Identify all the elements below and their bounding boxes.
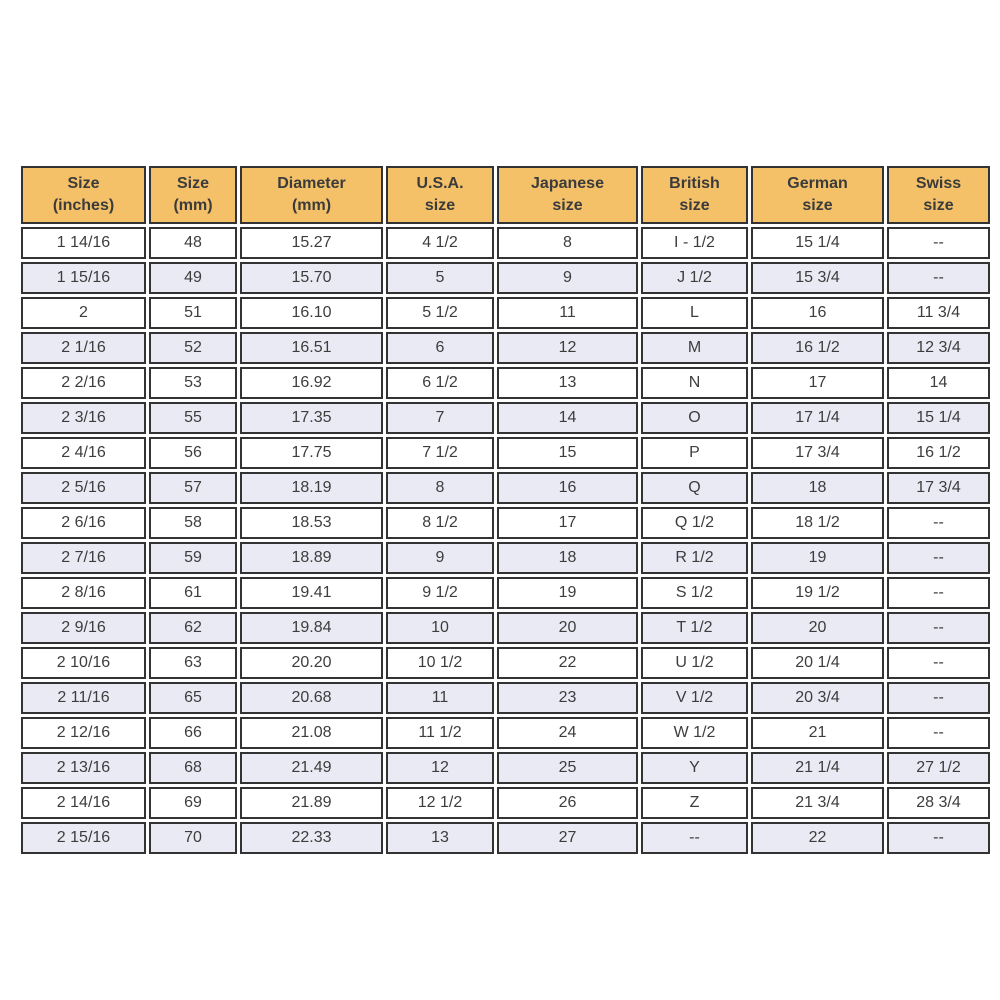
table-cell: 9 xyxy=(386,542,494,574)
table-cell: 26 xyxy=(497,787,638,819)
table-cell: 21.08 xyxy=(240,717,383,749)
table-cell: 16 xyxy=(751,297,884,329)
table-cell: 13 xyxy=(386,822,494,854)
table-cell: 16 xyxy=(497,472,638,504)
table-row xyxy=(21,787,990,819)
table-cell: 16.10 xyxy=(240,297,383,329)
table-cell: 11 xyxy=(386,682,494,714)
table-cell: 11 3/4 xyxy=(887,297,990,329)
table-cell: 21 3/4 xyxy=(751,787,884,819)
table-cell: 2 1/16 xyxy=(21,332,146,364)
table-cell: 9 xyxy=(497,262,638,294)
table-cell: 7 1/2 xyxy=(386,437,494,469)
table-cell: 2 11/16 xyxy=(21,682,146,714)
table-cell: P xyxy=(641,437,748,469)
table-cell: 17 1/4 xyxy=(751,402,884,434)
table-cell: 17 3/4 xyxy=(751,437,884,469)
table-cell: 2 2/16 xyxy=(21,367,146,399)
table-cell: 19 xyxy=(497,577,638,609)
table-cell: 68 xyxy=(149,752,237,784)
table-cell: Q 1/2 xyxy=(641,507,748,539)
table-cell: 2 10/16 xyxy=(21,647,146,679)
table-row xyxy=(21,682,990,714)
table-cell: V 1/2 xyxy=(641,682,748,714)
table-cell: -- xyxy=(887,822,990,854)
table-cell: 69 xyxy=(149,787,237,819)
table-cell: 21.89 xyxy=(240,787,383,819)
header-row xyxy=(21,166,990,224)
table-cell: -- xyxy=(887,227,990,259)
table-cell: 4 1/2 xyxy=(386,227,494,259)
table-cell: 2 5/16 xyxy=(21,472,146,504)
table-cell: 2 12/16 xyxy=(21,717,146,749)
table-cell: 10 1/2 xyxy=(386,647,494,679)
table-cell: Q xyxy=(641,472,748,504)
table-cell: 20.68 xyxy=(240,682,383,714)
table-cell: 27 1/2 xyxy=(887,752,990,784)
table-cell: 21 1/4 xyxy=(751,752,884,784)
table-cell: U 1/2 xyxy=(641,647,748,679)
table-row xyxy=(21,332,990,364)
table-cell: -- xyxy=(887,612,990,644)
table-cell: 23 xyxy=(497,682,638,714)
column-header-line: size xyxy=(424,197,456,214)
table-cell: 16 1/2 xyxy=(887,437,990,469)
table-cell: 2 6/16 xyxy=(21,507,146,539)
table-cell: J 1/2 xyxy=(641,262,748,294)
table-cell: 17 xyxy=(497,507,638,539)
table-cell: 11 xyxy=(497,297,638,329)
column-header-line: Size xyxy=(67,175,100,193)
table-cell: 2 xyxy=(21,297,146,329)
table-cell: 2 9/16 xyxy=(21,612,146,644)
column-header-3 xyxy=(386,166,494,224)
table-cell: 2 3/16 xyxy=(21,402,146,434)
table-cell: 15.27 xyxy=(240,227,383,259)
table-cell: T 1/2 xyxy=(641,612,748,644)
table-cell: 25 xyxy=(497,752,638,784)
column-header-line: size xyxy=(679,197,710,214)
column-header-line: Japanese xyxy=(531,175,604,193)
table-cell: 9 1/2 xyxy=(386,577,494,609)
table-cell: 14 xyxy=(497,402,638,434)
table-cell: 51 xyxy=(149,297,237,329)
table-cell: 16 1/2 xyxy=(751,332,884,364)
column-header-1 xyxy=(149,166,237,224)
column-header-2 xyxy=(240,166,383,224)
table-cell: 22 xyxy=(497,647,638,679)
table-cell: 62 xyxy=(149,612,237,644)
table-row xyxy=(21,262,990,294)
column-header-line: Size xyxy=(176,175,209,193)
table-cell: -- xyxy=(887,577,990,609)
column-header-line: Diameter xyxy=(277,175,346,193)
table-cell: 1 15/16 xyxy=(21,262,146,294)
table-cell: 15 1/4 xyxy=(751,227,884,259)
table-cell: -- xyxy=(641,822,748,854)
table-cell: 2 14/16 xyxy=(21,787,146,819)
table-row xyxy=(21,507,990,539)
table-cell: 10 xyxy=(386,612,494,644)
table-cell: 56 xyxy=(149,437,237,469)
table-cell: 14 xyxy=(887,367,990,399)
column-header-line: size xyxy=(552,197,583,214)
table-cell: 17 xyxy=(751,367,884,399)
table-cell: -- xyxy=(887,717,990,749)
table-cell: Z xyxy=(641,787,748,819)
table-cell: 58 xyxy=(149,507,237,539)
table-cell: 2 4/16 xyxy=(21,437,146,469)
table-cell: 12 3/4 xyxy=(887,332,990,364)
table-cell: 20 1/4 xyxy=(751,647,884,679)
table-cell: 2 13/16 xyxy=(21,752,146,784)
table-cell: -- xyxy=(887,647,990,679)
table-cell: 19.41 xyxy=(240,577,383,609)
column-header-0 xyxy=(21,166,146,224)
table-cell: 17.35 xyxy=(240,402,383,434)
table-cell: 28 3/4 xyxy=(887,787,990,819)
table-row xyxy=(21,437,990,469)
table-cell: -- xyxy=(887,542,990,574)
table-cell: 49 xyxy=(149,262,237,294)
table-cell: 2 7/16 xyxy=(21,542,146,574)
table-cell: 59 xyxy=(149,542,237,574)
table-cell: 57 xyxy=(149,472,237,504)
column-header-line: British xyxy=(669,175,720,193)
table-cell: I - 1/2 xyxy=(641,227,748,259)
column-header-line: (inches) xyxy=(52,197,115,214)
table-cell: 70 xyxy=(149,822,237,854)
table-cell: 12 xyxy=(386,752,494,784)
table-cell: Y xyxy=(641,752,748,784)
table-cell: 18.89 xyxy=(240,542,383,574)
table-cell: 20 3/4 xyxy=(751,682,884,714)
ring-size-table xyxy=(18,163,993,857)
table-cell: L xyxy=(641,297,748,329)
table-cell: 13 xyxy=(497,367,638,399)
table-cell: 6 xyxy=(386,332,494,364)
table-cell: 53 xyxy=(149,367,237,399)
table-row xyxy=(21,647,990,679)
table-cell: 18.53 xyxy=(240,507,383,539)
table-row xyxy=(21,612,990,644)
table-cell: 15.70 xyxy=(240,262,383,294)
table-cell: 8 xyxy=(386,472,494,504)
table-cell: 16.92 xyxy=(240,367,383,399)
table-cell: 15 xyxy=(497,437,638,469)
table-cell: 5 1/2 xyxy=(386,297,494,329)
table-cell: -- xyxy=(887,507,990,539)
table-cell: 2 15/16 xyxy=(21,822,146,854)
table-cell: 55 xyxy=(149,402,237,434)
table-cell: 8 xyxy=(497,227,638,259)
table-cell: 20 xyxy=(751,612,884,644)
table-cell: 12 1/2 xyxy=(386,787,494,819)
column-header-line: size xyxy=(923,197,954,214)
table-cell: 8 1/2 xyxy=(386,507,494,539)
table-cell: 11 1/2 xyxy=(386,717,494,749)
table-row xyxy=(21,472,990,504)
table-cell: 12 xyxy=(497,332,638,364)
table-row xyxy=(21,542,990,574)
table-cell: 5 xyxy=(386,262,494,294)
table-cell: 17 3/4 xyxy=(887,472,990,504)
table-row xyxy=(21,717,990,749)
table-row xyxy=(21,297,990,329)
table-cell: 61 xyxy=(149,577,237,609)
table-cell: 20 xyxy=(497,612,638,644)
table-row xyxy=(21,752,990,784)
table-cell: 65 xyxy=(149,682,237,714)
table-cell: 1 14/16 xyxy=(21,227,146,259)
column-header-line: German xyxy=(787,175,848,193)
column-header-line: (mm) xyxy=(173,197,213,214)
table-cell: 18 xyxy=(751,472,884,504)
table-row xyxy=(21,367,990,399)
table-cell: 6 1/2 xyxy=(386,367,494,399)
table-cell: -- xyxy=(887,262,990,294)
column-header-7 xyxy=(887,166,990,224)
column-header-line: U.S.A. xyxy=(416,175,464,193)
table-cell: 21 xyxy=(751,717,884,749)
table-row xyxy=(21,402,990,434)
column-header-4 xyxy=(497,166,638,224)
table-cell: 17.75 xyxy=(240,437,383,469)
table-cell: 19.84 xyxy=(240,612,383,644)
table-cell: 21.49 xyxy=(240,752,383,784)
table-cell: 48 xyxy=(149,227,237,259)
table-cell: W 1/2 xyxy=(641,717,748,749)
table-cell: 18.19 xyxy=(240,472,383,504)
column-header-line: Swiss xyxy=(915,175,962,193)
table-cell: 27 xyxy=(497,822,638,854)
table-cell: 22 xyxy=(751,822,884,854)
table-cell: M xyxy=(641,332,748,364)
column-header-line: size xyxy=(802,197,833,214)
table-cell: 16.51 xyxy=(240,332,383,364)
table-cell: 15 3/4 xyxy=(751,262,884,294)
table-cell: 24 xyxy=(497,717,638,749)
table-cell: 22.33 xyxy=(240,822,383,854)
table-cell: -- xyxy=(887,682,990,714)
table-cell: S 1/2 xyxy=(641,577,748,609)
table-cell: 66 xyxy=(149,717,237,749)
table-cell: 15 1/4 xyxy=(887,402,990,434)
table-cell: 19 1/2 xyxy=(751,577,884,609)
table-row xyxy=(21,577,990,609)
table-cell: 18 xyxy=(497,542,638,574)
table-row xyxy=(21,227,990,259)
column-header-line: (mm) xyxy=(291,197,332,214)
table-cell: O xyxy=(641,402,748,434)
table-cell: 19 xyxy=(751,542,884,574)
table-cell: 2 8/16 xyxy=(21,577,146,609)
table-cell: 18 1/2 xyxy=(751,507,884,539)
table-row xyxy=(21,822,990,854)
table-cell: 52 xyxy=(149,332,237,364)
table-cell: R 1/2 xyxy=(641,542,748,574)
table-cell: 20.20 xyxy=(240,647,383,679)
column-header-6 xyxy=(751,166,884,224)
table-cell: 63 xyxy=(149,647,237,679)
table-cell: N xyxy=(641,367,748,399)
column-header-5 xyxy=(641,166,748,224)
table-cell: 7 xyxy=(386,402,494,434)
